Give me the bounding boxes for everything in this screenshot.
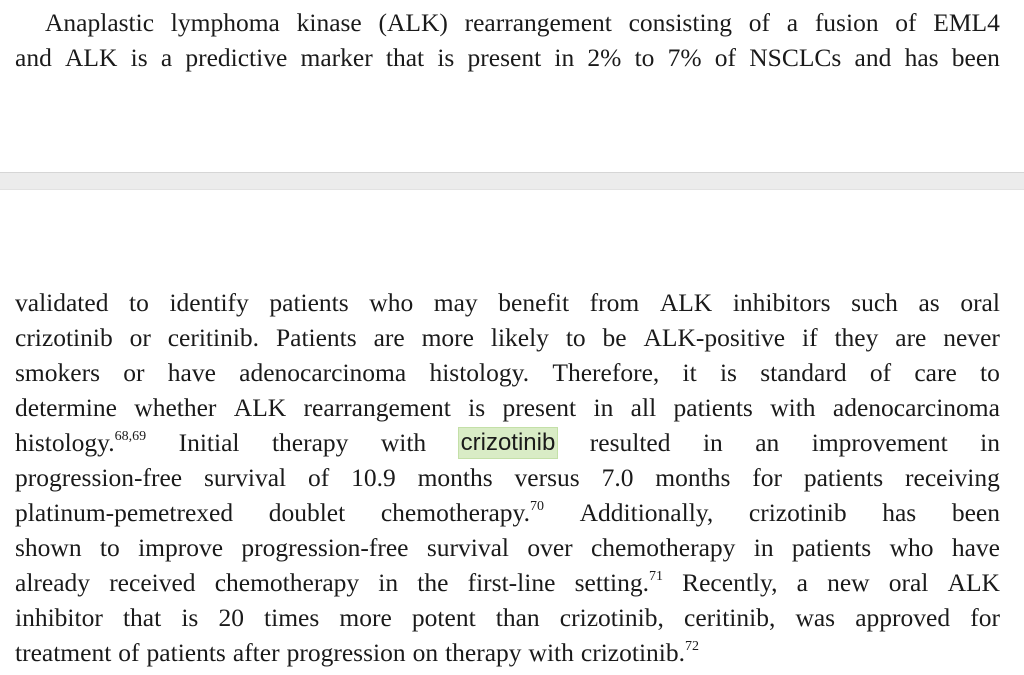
word-text: setting.	[574, 568, 649, 597]
word: likely	[490, 323, 549, 352]
word: kinase	[296, 8, 362, 37]
word: has	[904, 43, 939, 72]
word: they	[834, 323, 879, 352]
word: present	[502, 393, 577, 422]
page-separator	[0, 172, 1024, 190]
word: doublet	[268, 498, 346, 527]
search-highlight[interactable]: crizotinib	[460, 429, 556, 456]
text-line	[15, 393, 1000, 423]
word: NSCLCs	[749, 43, 842, 72]
word: survival	[426, 533, 509, 562]
word: to	[99, 533, 120, 562]
word: to	[565, 323, 586, 352]
text-line	[15, 288, 1000, 318]
word: chemotherapy	[590, 533, 736, 562]
word: ceritinib,	[684, 603, 776, 632]
word: a	[160, 43, 173, 72]
word: crizotinib	[15, 323, 113, 352]
word: the	[417, 568, 449, 597]
word: in	[554, 43, 575, 72]
word: that	[385, 43, 425, 72]
word: consisting	[628, 8, 733, 37]
word: identify	[169, 288, 249, 317]
word: marker	[300, 43, 373, 72]
word: already	[15, 568, 91, 597]
word: determine	[15, 393, 117, 422]
word: crizotinib	[748, 498, 847, 527]
word: progression-free	[241, 533, 409, 562]
word: been	[951, 498, 1000, 527]
text-line	[15, 638, 1000, 668]
word: in	[753, 533, 774, 562]
word: over	[527, 533, 573, 562]
word: of	[895, 8, 917, 37]
word: who	[369, 288, 414, 317]
text-line	[15, 568, 1000, 598]
text-line	[15, 358, 1000, 388]
word: receiving	[905, 463, 1000, 492]
word: of	[714, 43, 737, 72]
word: improve	[138, 533, 224, 562]
word: Therefore,	[552, 358, 660, 387]
word: versus	[514, 463, 580, 492]
word-text: crizotinib.	[580, 638, 685, 667]
word: histology.	[429, 358, 530, 387]
word: patients	[791, 533, 872, 562]
word: have	[951, 533, 1000, 562]
word: progression	[286, 638, 406, 667]
word: been	[951, 43, 1000, 72]
word: inhibitor	[15, 603, 103, 632]
word: approved	[855, 603, 951, 632]
word: are	[373, 323, 405, 352]
word: to	[634, 43, 655, 72]
word: who	[889, 533, 934, 562]
text-line	[15, 498, 1000, 528]
word: has	[882, 498, 917, 527]
word: if	[802, 323, 818, 352]
word: in	[593, 393, 614, 422]
word: ALK	[947, 568, 1000, 597]
word: be	[602, 323, 627, 352]
word: for	[752, 463, 782, 492]
word: treatment	[15, 638, 112, 667]
word: and	[15, 43, 52, 72]
word: more	[421, 323, 474, 352]
word: validated	[15, 288, 109, 317]
word: to	[980, 358, 1000, 387]
word: rearrangement	[464, 8, 612, 37]
word: was	[795, 603, 836, 632]
word: predictive	[185, 43, 288, 72]
word: with	[380, 428, 427, 457]
word: an	[755, 428, 780, 457]
word: have	[167, 358, 216, 387]
word: ALK-positive	[643, 323, 786, 352]
word: than	[495, 603, 540, 632]
word: it	[682, 358, 697, 387]
word-text: chemotherapy.	[380, 498, 530, 527]
word: for	[970, 603, 1000, 632]
word: with	[770, 393, 816, 422]
word: Anaplastic	[45, 8, 155, 37]
word: is	[719, 358, 737, 387]
word: in	[378, 568, 399, 597]
word: of	[118, 638, 140, 667]
word	[575, 568, 663, 598]
word: patients	[673, 393, 753, 422]
pdf-page-2	[0, 190, 1024, 675]
word: more	[339, 603, 392, 632]
citation-superscript[interactable]: 68,69	[114, 428, 147, 444]
word: ceritinib.	[167, 323, 260, 352]
word: 10.9	[351, 463, 396, 492]
text-line	[45, 8, 1000, 38]
word: months	[417, 463, 493, 492]
word: of	[748, 8, 771, 37]
word: after	[232, 638, 280, 667]
word: progression-free	[15, 463, 183, 492]
text-line	[15, 428, 1000, 458]
word: from	[589, 288, 640, 317]
word: Patients	[275, 323, 357, 352]
word: patients	[269, 288, 349, 317]
word: fusion	[814, 8, 879, 37]
word: crizotinib,	[559, 603, 664, 632]
word: or	[129, 323, 151, 352]
word: EML4	[933, 8, 1000, 37]
word	[381, 498, 544, 528]
word: potent	[411, 603, 476, 632]
word: 2%	[587, 43, 622, 72]
word: all	[630, 393, 657, 422]
word: is	[437, 43, 455, 72]
word: survival	[203, 463, 287, 492]
word: that	[122, 603, 162, 632]
word: rearrangement	[303, 393, 451, 422]
word: oral	[888, 568, 929, 597]
word: shown	[15, 533, 82, 562]
word: in	[702, 428, 723, 457]
word: of	[869, 358, 892, 387]
citation-superscript[interactable]: 72	[684, 638, 699, 654]
word: to	[129, 288, 149, 317]
word: 7.0	[601, 463, 634, 492]
word: oral	[960, 288, 1000, 317]
word: is	[468, 393, 486, 422]
word: improvement	[811, 428, 948, 457]
text-line	[15, 463, 1000, 493]
word: first-line	[467, 568, 556, 597]
word: a	[796, 568, 808, 597]
word: may	[433, 288, 478, 317]
text-line	[15, 323, 1000, 353]
word: (ALK)	[378, 8, 448, 37]
word: of	[307, 463, 330, 492]
word: adenocarcinoma	[239, 358, 407, 387]
text-line	[15, 43, 1000, 73]
word: in	[980, 428, 1000, 457]
word: inhibitors	[732, 288, 831, 317]
word: such	[851, 288, 898, 317]
word: Recently,	[682, 568, 778, 597]
pdf-page-1	[0, 0, 1024, 172]
word: and	[854, 43, 892, 72]
word: months	[655, 463, 731, 492]
word: adenocarcinoma	[832, 393, 1000, 422]
word: a	[786, 8, 799, 37]
citation-superscript[interactable]: 70	[530, 498, 544, 514]
word: present	[467, 43, 542, 72]
word: with	[528, 638, 574, 667]
word	[15, 428, 146, 458]
word: on	[412, 638, 439, 667]
word: Additionally,	[579, 498, 714, 527]
word: therapy	[271, 428, 349, 457]
word: ALK	[659, 288, 713, 317]
word: therapy	[445, 638, 522, 667]
word: care	[914, 358, 957, 387]
text-line	[15, 603, 1000, 633]
word: new	[827, 568, 870, 597]
word: platinum-pemetrexed	[15, 498, 234, 527]
word: patients	[146, 638, 226, 667]
word: patients	[803, 463, 884, 492]
word: ALK	[233, 393, 287, 422]
word: or	[123, 358, 145, 387]
word: received	[109, 568, 196, 597]
word: are	[895, 323, 927, 352]
word: lymphoma	[170, 8, 280, 37]
word: is	[130, 43, 148, 72]
word: whether	[134, 393, 217, 422]
word-text: histology.	[15, 428, 115, 457]
word: Initial	[178, 428, 240, 457]
word: as	[918, 288, 940, 317]
word: resulted	[589, 428, 671, 457]
word	[581, 638, 699, 668]
word: standard	[760, 358, 847, 387]
word: chemotherapy	[214, 568, 360, 597]
word: is	[181, 603, 199, 632]
text-line	[15, 533, 1000, 563]
word: never	[943, 323, 1000, 352]
word: 20	[218, 603, 244, 632]
word: 7%	[667, 43, 702, 72]
word: smokers	[15, 358, 100, 387]
word: ALK	[65, 43, 118, 72]
word: times	[264, 603, 320, 632]
citation-superscript[interactable]: 71	[648, 568, 663, 584]
word: benefit	[498, 288, 570, 317]
